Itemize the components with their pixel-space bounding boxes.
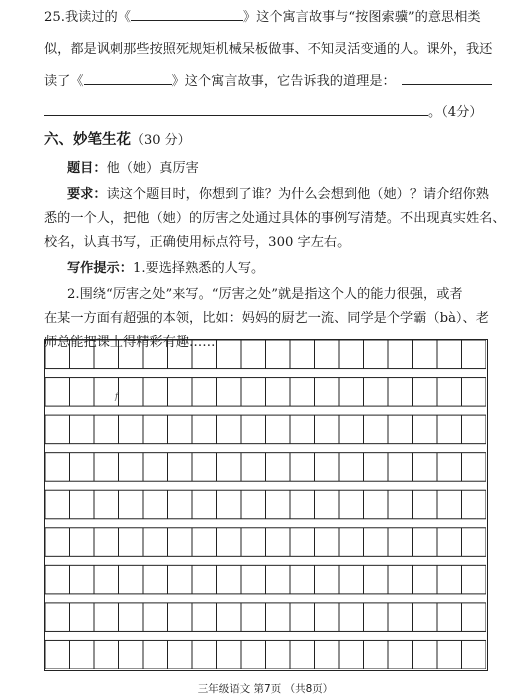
requirements-label: 要求：	[67, 187, 107, 202]
tip-2-line1: 2.围绕“厉害之处”来写。“厉害之处”就是指这个人的能力很强，或者	[67, 287, 463, 302]
q25-line2: 似，都是讽刺那些按照死规矩机械呆板做事、不知灵活变通的人。课外，我还	[44, 42, 493, 57]
q25-blank-story1[interactable]	[131, 7, 243, 21]
q25-blank-lesson-a[interactable]	[402, 71, 492, 85]
requirements-line2: 悉的一个人，把他（她）的厉害之处通过具体的事例写清楚。不出现真实姓名、	[44, 211, 506, 226]
tip-2-line2: 在某一方面有超强的本领，比如：妈妈的厨艺一流、同学是个学霸（bà）、老	[44, 311, 489, 326]
q25-line1-end: 》这个寓言故事与“按图索骥”的意思相类	[242, 10, 481, 25]
page-footer: 三年级语文 第7页 （共8页）	[197, 683, 334, 695]
topic-label: 题目：	[67, 161, 107, 176]
tip-2-line3: 师总能把课上得精彩有趣……	[44, 335, 216, 350]
q25-score: 。（4分）	[428, 105, 483, 120]
section-6-points: （30 分）	[131, 133, 191, 148]
requirements-line3: 校名，认真书写，正确使用标点符号，300 字左右。	[44, 235, 351, 250]
q25-blank-lesson-b[interactable]	[44, 102, 428, 116]
q25-line1-start: 25.我读过的《	[44, 10, 131, 25]
requirements-line1: 读这个题目时，你想到了谁？为什么会想到他（她）？请介绍你熟	[106, 187, 489, 202]
topic-value: 他（她）真厉害	[106, 161, 199, 176]
writing-grid-lines	[45, 340, 486, 669]
q25-blank-story2[interactable]	[84, 71, 172, 85]
stray-pencil-mark: f	[115, 392, 118, 401]
tip-1: 1.要选择熟悉的人写。	[132, 261, 265, 276]
q25-line3-start: 读了《	[44, 74, 84, 89]
tips-label: 写作提示：	[67, 261, 133, 276]
writing-grid[interactable]	[44, 339, 488, 671]
section-6-heading: 六、妙笔生花	[44, 132, 131, 148]
q25-line3-end: 》这个寓言故事，它告诉我的道理是：	[171, 74, 396, 89]
